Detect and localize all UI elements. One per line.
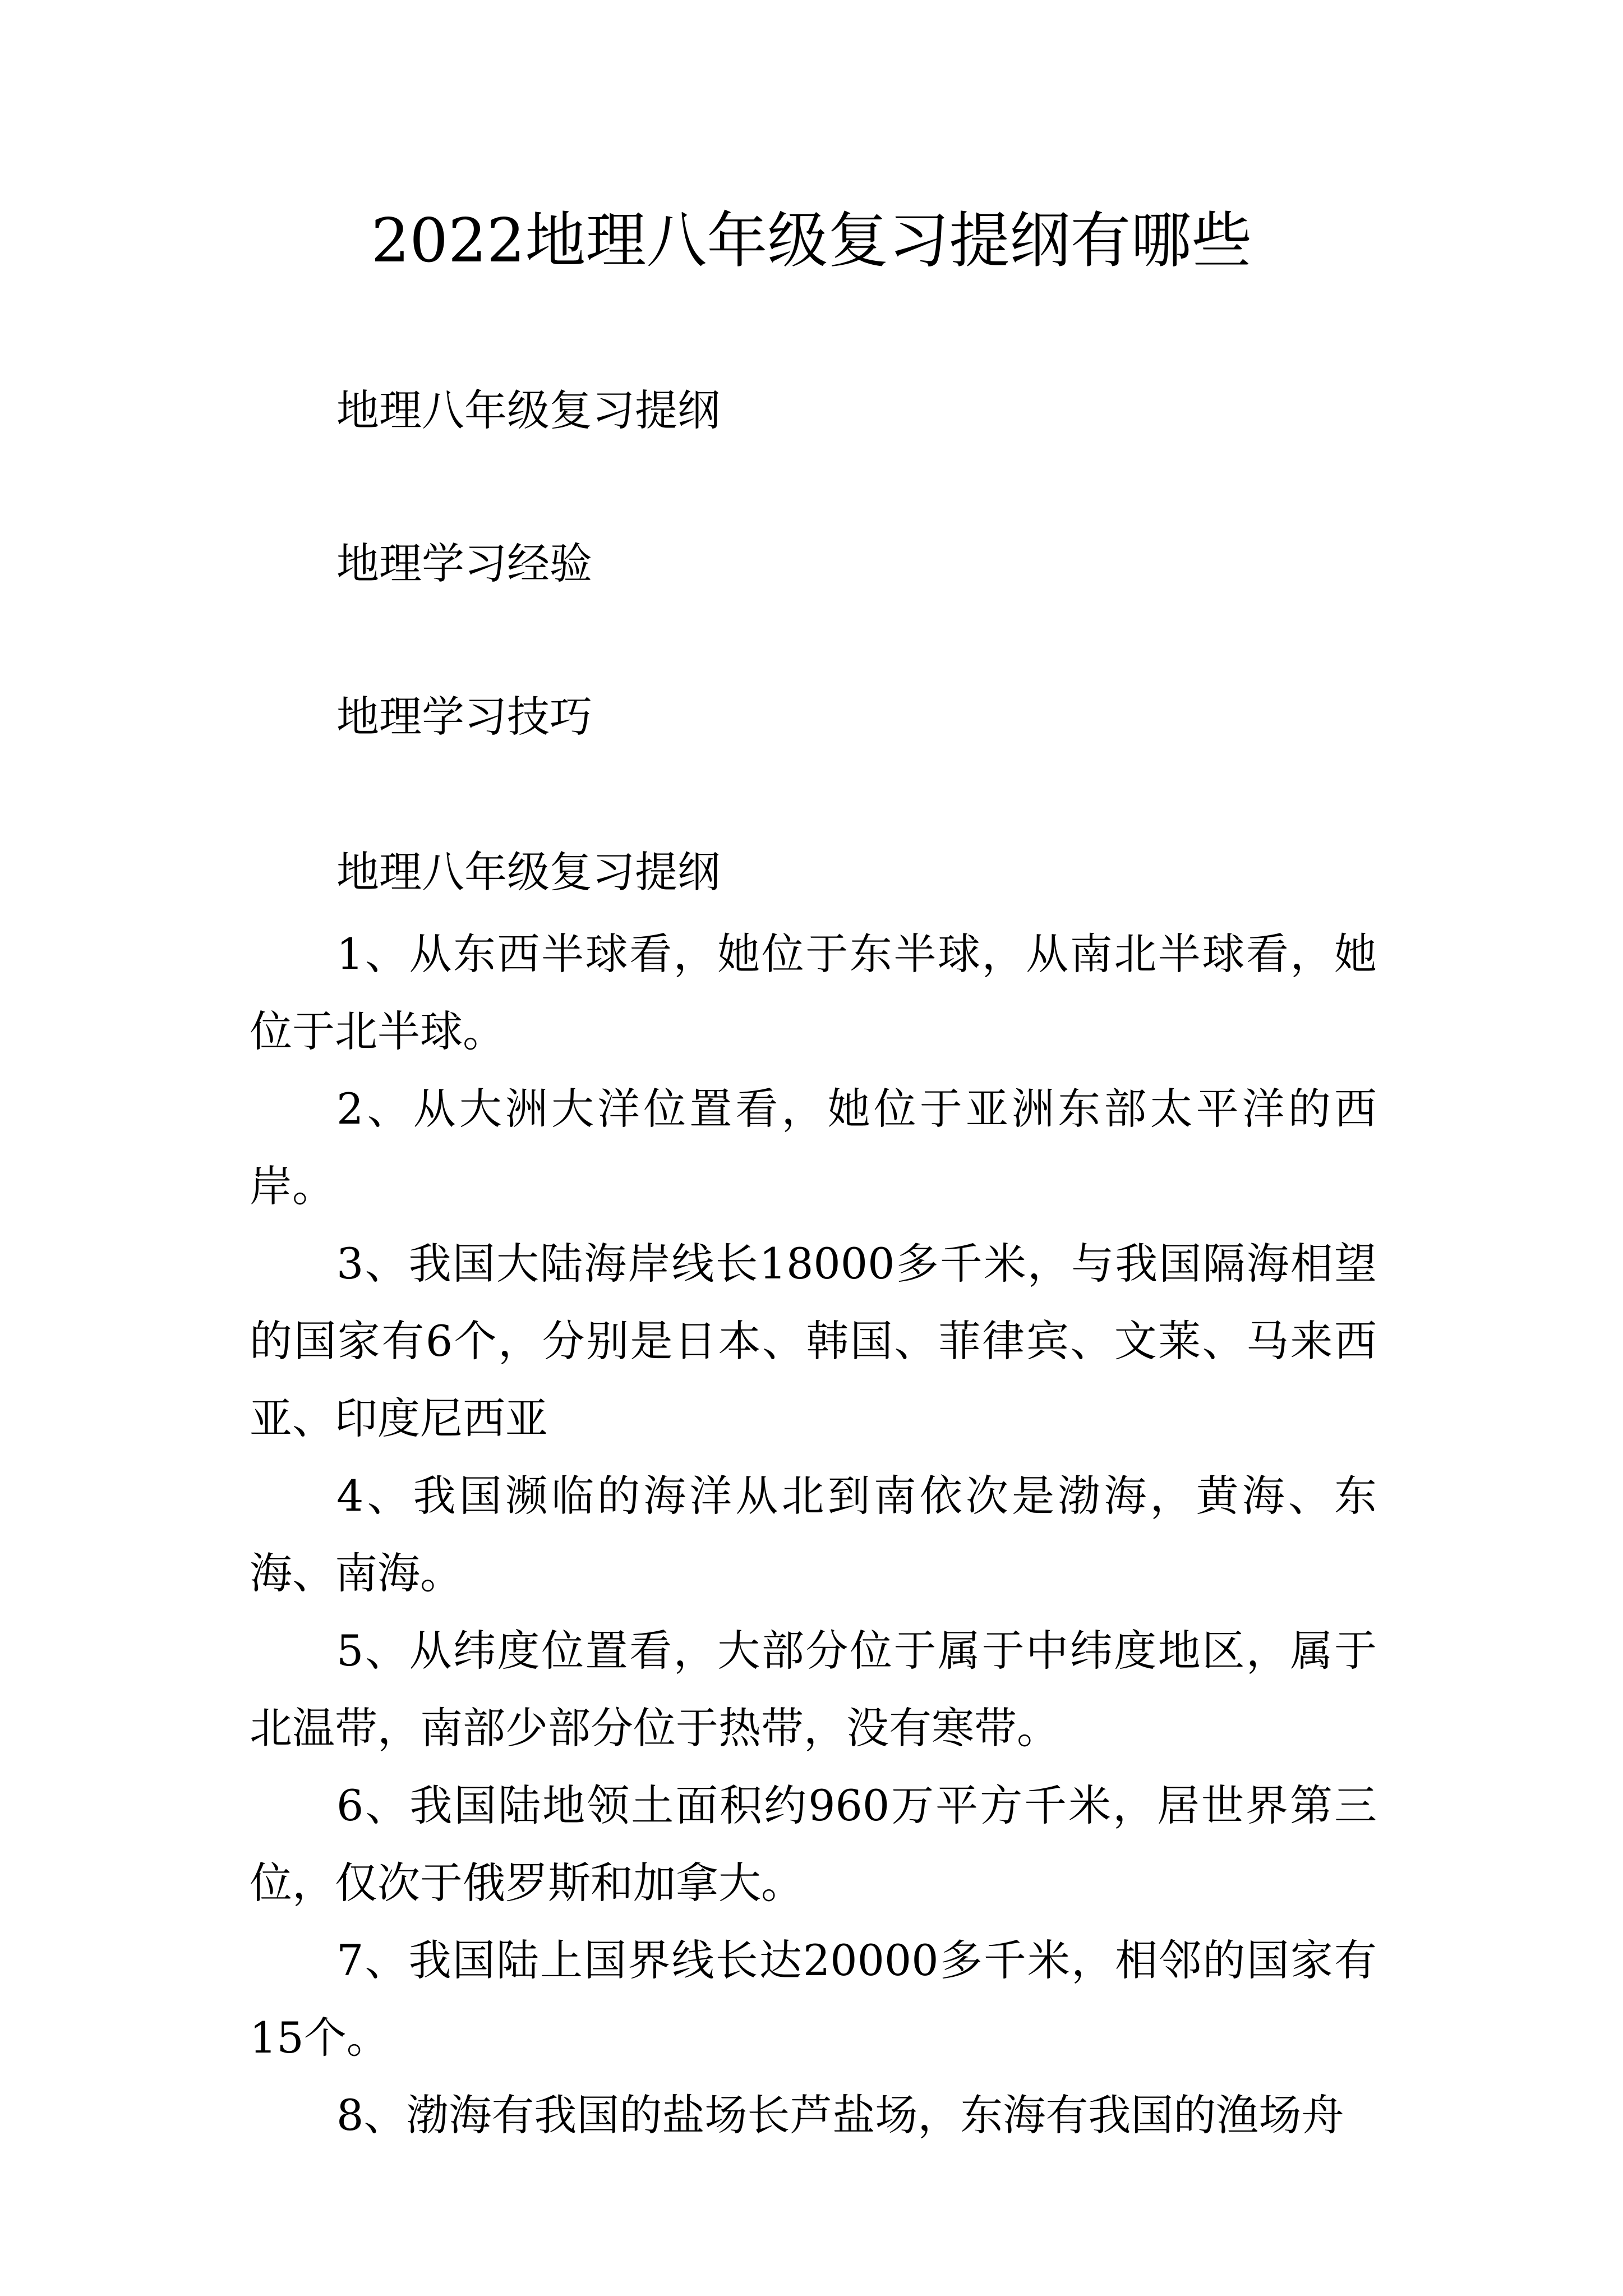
document-title: 2022地理八年级复习提纲有哪些 [371,206,1252,276]
paragraph-1: 1、从东西半球看，她位于东半球，从南北半球看，她位于北半球。 [250,929,1377,1056]
toc-item-outline: 地理八年级复习提纲 [336,385,720,435]
toc-item-experience: 地理学习经验 [336,539,592,588]
paragraph-6: 6、我国陆地领土面积约960万平方千米，居世界第三位，仅次于俄罗斯和加拿大。 [250,1780,1377,1908]
paragraph-8: 8、渤海有我国的盐场长芦盐场，东海有我国的渔场舟 [336,2090,1344,2140]
body-text [250,915,1377,2154]
paragraph-5: 5、从纬度位置看，大部分位于属于中纬度地区，属于北温带，南部少部分位于热带，没有寒带。 [250,1626,1377,1753]
paragraph-7: 7、我国陆上国界线长达20000多千米，相邻的国家有15个。 [250,1935,1377,2063]
section-heading: 地理八年级复习提纲 [336,847,720,897]
paragraph-4: 4、我国濒临的海洋从北到南依次是渤海，黄海、东海、南海。 [250,1471,1377,1598]
paragraph-2: 2、从大洲大洋位置看，她位于亚洲东部太平洋的西岸。 [250,1084,1377,1211]
toc-item-skills: 地理学习技巧 [336,692,592,742]
paragraph-3: 3、我国大陆海岸线长18000多千米，与我国隔海相望的国家有6个，分别是日本、韩国、菲律宾、文莱、马来西亚、印度尼西亚 [250,1239,1377,1443]
